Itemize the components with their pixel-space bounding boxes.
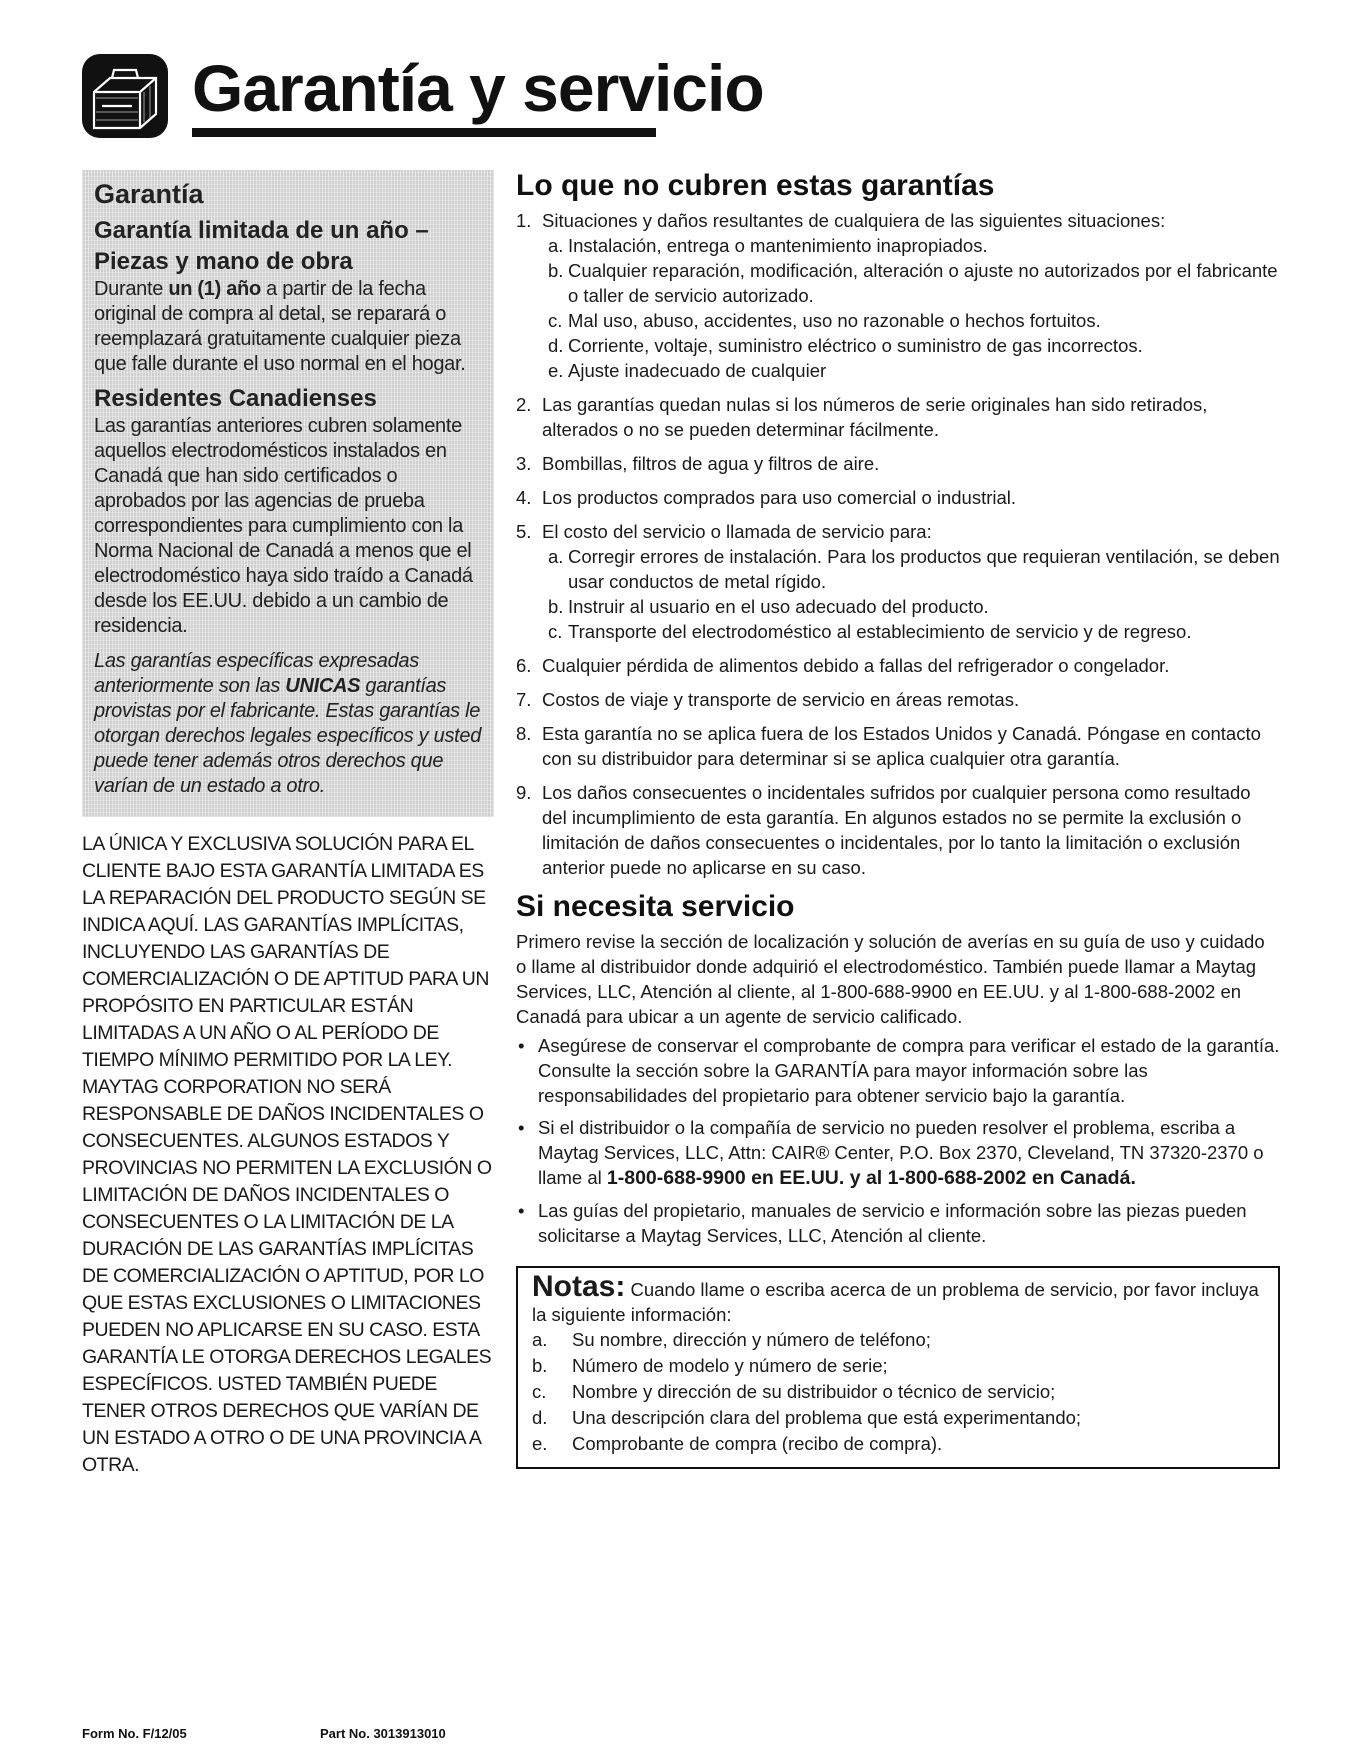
warranty-box (82, 170, 494, 817)
list-item: 3. Bombillas, filtros de agua y filtros de aire. (516, 453, 880, 474)
warranty-heading: Garantía (94, 179, 204, 209)
service-intro: Primero revise la sección de localización y solución de averías en su guía de uso y cuidado o llame al distribuidor donde adquirió el electrodoméstico. También puede llamar a Maytag Services, LLC, Atención al cliente, al 1-800-688-9900 en EE.UU. y al 1-800-688-2002 en Canadá para ubicar a un agente de servicio calificado. (516, 931, 1265, 1027)
sub-list-item: c. Transporte del electrodoméstico al establecimiento de servicio y de regreso. (548, 621, 1192, 642)
service-heading: Si necesita servicio (516, 890, 795, 923)
toolbox-icon (80, 52, 170, 140)
list-item: 9. Los daños consecuentes o incidentales sufridos por cualquier persona como resultado del incumplimiento de esta garantía. En algunos estados no se permite la exclusión o limitación de daños consecuentes o incidentales, por lo tanto la limitación o exclusión anterior puede no aplicarse en su caso. (516, 782, 1251, 878)
list-item: • Asegúrese de conservar el comprobante de compra para verificar el estado de la garantía. Consulte la sección sobre la GARANTÍA para mayor información sobre las responsabilidades del propietario para obtener servicio bajo la garantía. (518, 1035, 1280, 1106)
left-column (82, 170, 494, 1479)
notes-title: Notas: (532, 1270, 626, 1303)
legal-disclaimer: LA ÚNICA Y EXCLUSIVA SOLUCIÓN PARA EL CLIENTE BAJO ESTA GARANTÍA LIMITADA ES LA REPARACIÓN DEL PRODUCTO SEGÚN SE INDICA AQUÍ. LAS GARANTÍAS IMPLÍCITAS, INCLUYENDO LAS GARANTÍAS DE COMERCIALIZACIÓN O DE APTITUD PARA UN PROPÓSITO EN PARTICULAR ESTÁN LIMITADAS A UN AÑO O AL PERÍODO DE TIEMPO MÍNIMO PERMITIDO POR LA LEY. MAYTAG CORPORATION NO SERÁ RESPONSABLE DE DAÑOS INCIDENTALES O CONSECUENTES. ALGUNOS ESTADOS Y PROVINCIAS NO PERMITEN LA EXCLUSIÓN O LIMITACIÓN DE DAÑOS INCIDENTALES O CONSECUENTES O LA LIMITACIÓN DE LA DURACIÓN DE LAS GARANTÍAS IMPLÍCITAS DE COMERCIALIZACIÓN O APTITUD, POR LO QUE ESTAS EXCLUSIONES O LIMITACIONES PUEDEN NO APLICARSE EN SU CASO. ESTA GARANTÍA LE OTORGA DERECHOS LEGALES ESPECÍFICOS. USTED TAMBIÉN PUEDE TENER OTROS DERECHOS QUE VARÍAN DE UN ESTADO A OTRO O DE UNA PROVINCIA A OTRA. (82, 833, 492, 1476)
list-item: d. Una descripción clara del problema que está experimentando; (532, 1407, 1082, 1428)
notes-list (532, 1327, 1264, 1457)
list-item: 1. Situaciones y daños resultantes de cualquiera de las siguientes situaciones: a. Instalación, entrega o mantenimiento inapropiados. b. Cualquier reparación, modificación, alteración o ajuste no autorizados por el fabricante o taller de servicio autorizado. c. Mal uso, abuso, accidentes, uso no razonable o hechos fortuitos. d. Corriente, voltaje, suministro eléctrico o suministro de gas incorrectos. e. Ajuste inadecuado de cualquier (516, 208, 1280, 383)
list-item: a. Su nombre, dirección y número de teléfono; (532, 1329, 931, 1350)
sub-list-item: b. Instruir al usuario en el uso adecuado del producto. (548, 596, 989, 617)
exclusions-heading: Lo que no cubren estas garantías (516, 169, 995, 202)
list-item: b. Número de modelo y número de serie; (532, 1355, 888, 1376)
list-item: 4. Los productos comprados para uso comercial o industrial. (516, 487, 1017, 508)
title-underline (192, 128, 656, 137)
list-item: 8. Esta garantía no se aplica fuera de los Estados Unidos y Canadá. Póngase en contacto con su distribuidor para determinar si se aplica cualquier otra garantía. (516, 723, 1261, 769)
list-item: 7. Costos de viaje y transporte de servicio en áreas remotas. (516, 689, 1020, 710)
list-item: 6. Cualquier pérdida de alimentos debido a fallas del refrigerador o congelador. (516, 655, 1170, 676)
sub-list-item: b. Cualquier reparación, modificación, alteración o ajuste no autorizados por el fabricante o taller de servicio autorizado. (548, 260, 1278, 306)
list-item: • Las guías del propietario, manuales de servicio e información sobre las piezas pueden solicitarse a Maytag Services, LLC, Atención al cliente. (518, 1200, 1247, 1246)
warranty-paragraph: Durante un (1) año a partir de la fecha original de compra al detal, se reparará o reemplazará gratuitamente cualquier pieza que falle durante el uso normal en el hogar. (94, 278, 466, 375)
list-item: • Si el distribuidor o la compañía de servicio no pueden resolver el problema, escriba a Maytag Services, LLC, Attn: CAIR® Center, P.O. Box 2370, Cleveland, TN 37320-2370 o llame al 1-800-688-9900 en EE.UU. y al 1-800-688-2002 en Canadá. (518, 1117, 1264, 1189)
limited-warranty-subheading: Garantía limitada de un año – (94, 217, 429, 244)
canadian-residents-text: Las garantías anteriores cubren solamente aquellos electrodomésticos instalados en Canadá que han sido certificados o aprobados por las agencias de prueba correspondientes para cumplimiento con la Norma Nacional de Canadá a menos que el electrodoméstico haya sido traído a Canadá desde los EE.UU. debido a un cambio de residencia. (94, 415, 473, 637)
parts-labor-subheading: Piezas y mano de obra (94, 248, 353, 275)
sub-list-item: a. Instalación, entrega o mantenimiento inapropiados. (548, 235, 988, 256)
canadian-residents-heading: Residentes Canadienses (94, 385, 377, 412)
list-item: 2. Las garantías quedan nulas si los números de serie originales han sido retirados, alterados o no se pueden determinar fácilmente. (516, 394, 1208, 440)
phone-numbers: 1-800-688-9900 en EE.UU. y al 1-800-688-2002 en Canadá. (606, 1167, 1136, 1189)
sub-list-item: e. Ajuste inadecuado de cualquier (548, 360, 827, 381)
part-number: Part No. 3013913010 (320, 1726, 446, 1741)
sub-list-item: c. Mal uso, abuso, accidentes, uso no razonable o hechos fortuitos. (548, 310, 1101, 331)
exclusions-list (516, 208, 1280, 880)
list-item: 5. El costo del servicio o llamada de servicio para: a. Corregir errores de instalación. Para los productos que requieran ventilación, se deben usar conductos de metal rígido. b. Instruir al usuario en el uso adecuado del producto. c. Transporte del electrodoméstico al establecimiento de servicio y de regreso. (516, 521, 1280, 642)
page-title: Garantía y servicio (192, 51, 764, 125)
notes-intro: Notas: Cuando llame o escriba acerca de un problema de servicio, por favor incluya la siguiente información: (532, 1270, 1259, 1325)
service-bullets (516, 1033, 1280, 1248)
notes-box (516, 1266, 1280, 1469)
list-item: e. Comprobante de compra (recibo de compra). (532, 1433, 943, 1454)
form-number: Form No. F/12/05 (82, 1726, 187, 1741)
right-column (516, 168, 1280, 1469)
sub-list-item: a. Corregir errores de instalación. Para los productos que requieran ventilación, se deben usar conductos de metal rígido. (548, 546, 1280, 592)
sub-list-item: d. Corriente, voltaje, suministro eléctrico o suministro de gas incorrectos. (548, 335, 1143, 356)
specific-warranties-text: Las garantías específicas expresadas anteriormente son las UNICAS garantías provistas por el fabricante. Estas garantías le otorgan derechos legales específicos y usted puede tener además otros derechos que varían de un estado a otro. (94, 650, 482, 797)
list-item: c. Nombre y dirección de su distribuidor o técnico de servicio; (532, 1381, 1056, 1402)
